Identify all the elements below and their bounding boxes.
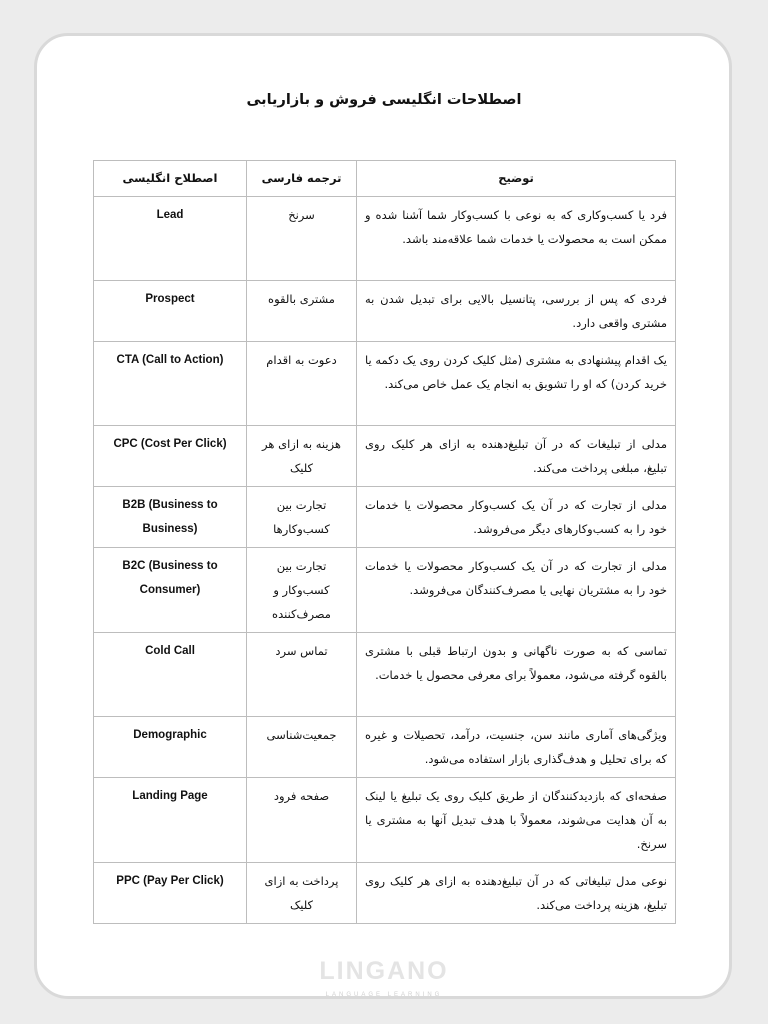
- table-row: [94, 548, 676, 633]
- row-description: فرد یا کسب‌وکاری که به نوعی با کسب‌وکار شما آشنا شده و ممکن است به محصولات یا خدمات شما علاقه‌مند باشد.: [357, 197, 676, 281]
- row-persian: صفحه فرود: [247, 778, 357, 863]
- row-english: Lead: [94, 197, 247, 281]
- row-persian: سرنخ: [247, 197, 357, 281]
- row-english: Landing Page: [94, 778, 247, 863]
- terms-table: [93, 160, 676, 924]
- row-english: B2C (Business to Consumer): [94, 548, 247, 633]
- table-row: [94, 863, 676, 924]
- row-description: فردی که پس از بررسی، پتانسیل بالایی برای تبدیل شدن به مشتری واقعی دارد.: [357, 281, 676, 342]
- header-persian: ترجمه فارسی: [247, 161, 357, 197]
- row-description: ویژگی‌های آماری مانند سن، جنسیت، درآمد، تحصیلات و غیره که برای تحلیل و هدف‌گذاری بازار استفاده می‌شود.: [357, 717, 676, 778]
- header-description: توضیح: [357, 161, 676, 197]
- table-header-row: [94, 161, 676, 197]
- row-persian: تجارت بین کسب‌وکارها: [247, 487, 357, 548]
- row-english: CTA (Call to Action): [94, 342, 247, 426]
- row-description: مدلی از تبلیغات که در آن تبلیغ‌دهنده به ازای هر کلیک روی تبلیغ، مبلغی پرداخت می‌کند.: [357, 426, 676, 487]
- row-description: تماسی که به صورت ناگهانی و بدون ارتباط قبلی با مشتری بالقوه گرفته می‌شود، معمولاً برای معرفی محصول یا خدمات.: [357, 633, 676, 717]
- row-persian: دعوت به اقدام: [247, 342, 357, 426]
- row-english: Cold Call: [94, 633, 247, 717]
- row-english: Demographic: [94, 717, 247, 778]
- table-row: [94, 281, 676, 342]
- row-persian: تماس سرد: [247, 633, 357, 717]
- row-description: مدلی از تجارت که در آن یک کسب‌وکار محصولات یا خدمات خود را به مشتریان نهایی یا مصرف‌کنندگان می‌فروشد.: [357, 548, 676, 633]
- table-row: [94, 717, 676, 778]
- row-persian: مشتری بالقوه: [247, 281, 357, 342]
- row-description: یک اقدام پیشنهادی به مشتری (مثل کلیک کردن روی یک دکمه یا خرید کردن) که او را تشویق به انجام یک عمل خاص می‌کند.: [357, 342, 676, 426]
- row-english: CPC (Cost Per Click): [94, 426, 247, 487]
- row-persian: هزینه به ازای هر کلیک: [247, 426, 357, 487]
- row-english: PPC (Pay Per Click): [94, 863, 247, 924]
- row-description: صفحه‌ای که بازدیدکنندگان از طریق کلیک روی یک تبلیغ یا لینک به آن هدایت می‌شوند، معمولاً با هدف تبدیل آنها به مشتری یا سرنخ.: [357, 778, 676, 863]
- table-row: [94, 633, 676, 717]
- logo-tagline: LANGUAGE LEARNING: [325, 992, 443, 998]
- table-row: [94, 778, 676, 863]
- header-english: اصطلاح انگلیسی: [94, 161, 247, 197]
- logo-name: LINGANO: [319, 957, 449, 985]
- row-english: Prospect: [94, 281, 247, 342]
- row-persian: پرداخت به ازای کلیک: [247, 863, 357, 924]
- table-row: [94, 487, 676, 548]
- page-title: اصطلاحات انگلیسی فروش و بازاریابی: [246, 92, 522, 108]
- row-english: B2B (Business to Business): [94, 487, 247, 548]
- row-description: مدلی از تجارت که در آن یک کسب‌وکار محصولات یا خدمات خود را به کسب‌وکارهای دیگر می‌فروشد.: [357, 487, 676, 548]
- table-row: [94, 342, 676, 426]
- table-row: [94, 197, 676, 281]
- row-persian: تجارت بین کسب‌وکار و مصرف‌کننده: [247, 548, 357, 633]
- row-description: نوعی مدل تبلیغاتی که در آن تبلیغ‌دهنده به ازای هر کلیک روی تبلیغ، هزینه پرداخت می‌کند.: [357, 863, 676, 924]
- row-persian: جمعیت‌شناسی: [247, 717, 357, 778]
- lingano-logo: [0, 958, 768, 998]
- table-row: [94, 426, 676, 487]
